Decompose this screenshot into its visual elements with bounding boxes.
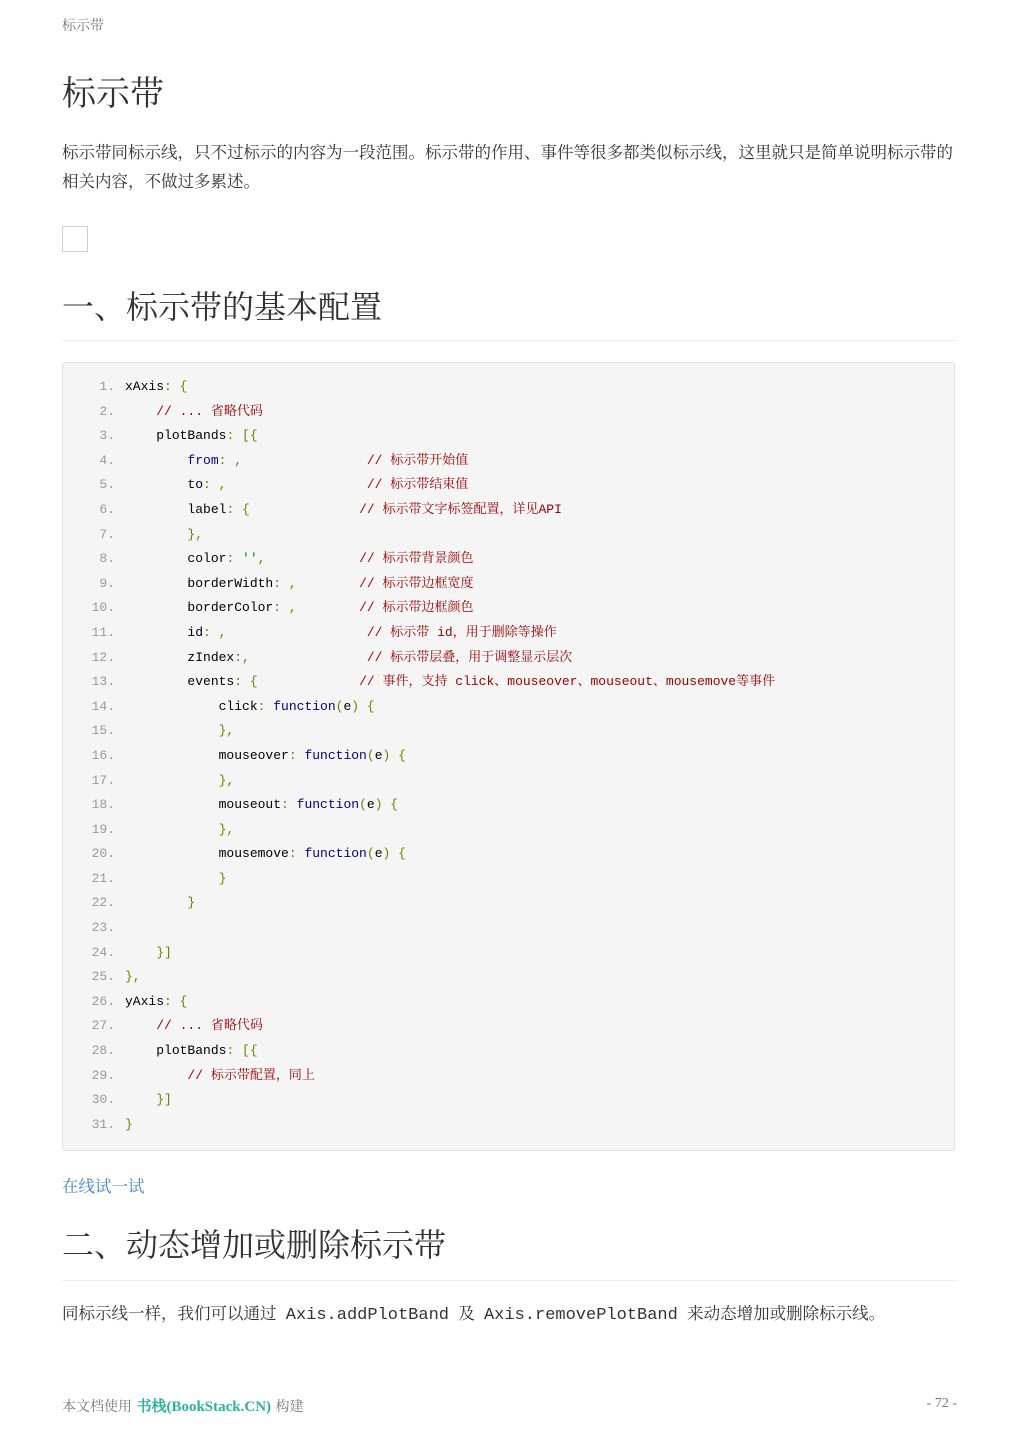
code-token: color (187, 551, 227, 567)
footer-suffix: 构建 (271, 1399, 304, 1415)
code-token: '' (242, 551, 258, 567)
code-token: function (296, 797, 360, 813)
code-line (63, 375, 954, 400)
code-token: ( (335, 698, 344, 714)
code-line (63, 891, 954, 916)
section-title-basic-config: 一、标示带的基本配置 (62, 288, 957, 341)
line-number: 27. (91, 1018, 115, 1034)
line-number: 21. (91, 870, 115, 886)
code-token: // 标示带层叠，用于调整显示层次 (366, 649, 573, 665)
code-token: : (288, 846, 305, 862)
code-token: e (366, 797, 375, 813)
code-token (250, 502, 359, 517)
code-token: }] (156, 944, 172, 960)
code-token (265, 551, 359, 566)
code-token: yAxis (125, 993, 165, 1009)
line-number: 2. (99, 403, 115, 419)
code-line (63, 498, 954, 523)
code-token: }, (125, 969, 141, 985)
footer-prefix: 本文档使用 (62, 1399, 137, 1415)
code-token (125, 502, 187, 517)
code-token: e (343, 698, 352, 714)
code-token: : { (164, 379, 188, 394)
intro-paragraph: 标示带同标示线，只不过标示的内容为一段范围。标示带的作用、事件等很多都类似标示线，这里就只是简单说明标示带的相关内容，不做过多累述。 (62, 143, 953, 191)
code-token (125, 773, 219, 788)
code-token (297, 576, 359, 591)
code-token: : { (164, 993, 188, 1009)
code-token: : , (273, 600, 297, 616)
line-number: 22. (91, 895, 115, 911)
code-token (125, 404, 156, 419)
code-token: click (218, 698, 258, 714)
code-token: borderColor (187, 600, 274, 616)
line-number: 14. (91, 698, 115, 714)
line-number: 15. (91, 723, 115, 739)
line-number: 23. (91, 920, 115, 936)
code-line (63, 941, 954, 966)
line-number: 25. (91, 969, 115, 985)
line-number: 4. (99, 452, 115, 468)
line-number: 29. (91, 1067, 115, 1083)
code-token: zIndex (187, 649, 235, 665)
code-token (125, 1092, 156, 1107)
code-token (125, 699, 219, 714)
code-token: }, (187, 526, 204, 542)
code-token: plotBands (156, 1043, 227, 1059)
line-number: 16. (91, 747, 115, 763)
code-token: function (304, 747, 367, 763)
line-number: 24. (91, 944, 115, 960)
code-token: // 标示带 id，用于删除等操作 (366, 624, 557, 640)
section2-text-mid: 及 (452, 1304, 480, 1323)
code-token: function (304, 846, 367, 862)
code-token: : { (234, 674, 258, 690)
code-token: }, (218, 772, 235, 788)
code-token: // ... 省略代码 (156, 1018, 263, 1034)
code-token: id (187, 624, 204, 640)
code-block (62, 362, 955, 1151)
line-number: 30. (91, 1092, 115, 1108)
page-number: - 72 - (926, 1396, 957, 1411)
line-number: 13. (91, 674, 115, 690)
code-token: xAxis (125, 379, 165, 394)
section-title-dynamic: 二、动态增加或删除标示带 (62, 1226, 957, 1281)
code-token (125, 477, 187, 492)
line-number: 3. (99, 428, 115, 444)
code-token (125, 1018, 156, 1033)
inline-code-add-plot-band: Axis.addPlotBand (285, 1306, 449, 1325)
code-line (63, 424, 954, 449)
code-token: } (187, 895, 196, 911)
line-number: 26. (91, 993, 115, 1009)
line-number: 11. (91, 624, 115, 640)
line-number: 5. (99, 477, 115, 493)
code-token: ( (366, 846, 375, 862)
code-token: : [{ (226, 1043, 258, 1059)
code-token: : , (218, 452, 243, 468)
code-token (125, 453, 187, 468)
line-number: 17. (91, 772, 115, 788)
code-line (63, 1064, 954, 1089)
broken-image-placeholder (62, 226, 88, 252)
code-token: function (273, 698, 336, 714)
code-token (125, 895, 187, 910)
line-number: 20. (91, 846, 115, 862)
code-token: ( (366, 747, 375, 763)
code-line (63, 916, 954, 941)
code-token: : (257, 698, 274, 714)
code-token (250, 650, 367, 665)
line-number: 10. (91, 600, 115, 616)
code-token: from (187, 452, 219, 468)
code-line (63, 473, 954, 498)
code-token: // 标示带开始值 (366, 452, 469, 468)
code-line (63, 547, 954, 572)
code-token (125, 1068, 187, 1083)
code-token (125, 797, 219, 812)
code-line (63, 449, 954, 474)
code-token: plotBands (156, 428, 227, 444)
code-token: }, (218, 723, 235, 739)
code-token: // 标示带边框颜色 (359, 600, 474, 616)
code-token (125, 576, 187, 591)
code-token: mouseout (218, 797, 282, 813)
footer-brand-link[interactable]: 书栈(BookStack.CN) (136, 1399, 272, 1415)
code-token: // 标示带背景颜色 (359, 551, 474, 567)
code-token (125, 650, 187, 665)
code-token: // 事件，支持 click、mouseover、mouseout、mousemove等事件 (359, 674, 776, 690)
line-number: 6. (99, 501, 115, 517)
code-token: : (226, 551, 243, 567)
inline-code-remove-plot-band: Axis.removePlotBand (483, 1306, 678, 1325)
code-token: : , (273, 575, 297, 591)
code-token: } (218, 870, 227, 886)
code-line (63, 670, 954, 695)
code-token (125, 846, 219, 861)
code-token: // 标示带文字标签配置，详见API (359, 501, 562, 517)
code-token: e (374, 747, 383, 763)
code-token (125, 428, 156, 443)
code-token: ( (359, 797, 367, 813)
code-token (242, 453, 367, 468)
code-token: , (257, 551, 266, 567)
code-token: ) { (351, 698, 375, 714)
running-header: 标示带 (62, 18, 104, 34)
section2-paragraph (62, 1300, 957, 1330)
code-token: : (288, 747, 305, 763)
code-line (63, 769, 954, 794)
code-token (125, 748, 219, 763)
code-token: borderWidth (187, 575, 274, 591)
code-token: label (187, 501, 227, 517)
code-line (63, 965, 954, 990)
code-token (125, 871, 219, 886)
footer-credit (62, 1395, 304, 1416)
code-token: }, (218, 821, 235, 837)
code-token: ) { (382, 747, 406, 763)
section2-text-after: 来动态增加或删除标示线。 (681, 1304, 886, 1323)
section2-text-before: 同标示线一样，我们可以通过 (62, 1304, 282, 1323)
code-token: : [{ (226, 428, 258, 444)
line-number: 7. (99, 526, 115, 542)
code-token: // 标示带配置，同上 (187, 1067, 315, 1083)
code-line (63, 646, 954, 671)
code-token (125, 822, 219, 837)
code-token: : , (203, 477, 227, 493)
page-title: 标示带 (62, 74, 164, 114)
code-token: ) { (382, 846, 406, 862)
code-token: : (281, 797, 297, 813)
code-token: // ... 省略代码 (156, 403, 263, 419)
code-line (63, 621, 954, 646)
code-token (125, 723, 219, 738)
code-token: events (187, 674, 235, 690)
line-number: 8. (99, 551, 115, 567)
line-number: 1. (99, 379, 115, 394)
code-line (63, 1113, 954, 1138)
code-token (125, 625, 187, 640)
code-token: to (187, 477, 204, 493)
code-line (63, 400, 954, 425)
code-line (63, 744, 954, 769)
line-number: 19. (91, 821, 115, 837)
line-number: 12. (91, 649, 115, 665)
code-line (63, 695, 954, 720)
line-number: 28. (91, 1043, 115, 1059)
try-online-link[interactable]: 在线试一试 (62, 1177, 145, 1196)
code-token (125, 600, 187, 615)
code-line (63, 1039, 954, 1064)
code-token: // 标示带结束值 (366, 477, 469, 493)
code-token (125, 945, 156, 960)
code-token: : , (203, 624, 227, 640)
code-line (63, 793, 954, 818)
code-token (125, 527, 187, 542)
code-token: :, (234, 649, 250, 665)
code-token: e (374, 846, 383, 862)
code-line (63, 596, 954, 621)
code-token (297, 600, 359, 615)
code-token (226, 625, 366, 640)
code-token (226, 477, 366, 492)
code-token (125, 1043, 156, 1058)
code-line (63, 867, 954, 892)
code-token: // 标示带边框宽度 (359, 575, 474, 591)
code-line (63, 818, 954, 843)
code-token (125, 674, 187, 689)
code-token: mouseover (218, 747, 289, 763)
code-token: }] (156, 1092, 172, 1108)
line-number: 31. (91, 1116, 115, 1132)
code-line (63, 523, 954, 548)
code-token: : { (226, 501, 250, 517)
code-line (63, 842, 954, 867)
code-token (125, 551, 187, 566)
code-line (63, 719, 954, 744)
code-line (63, 572, 954, 597)
line-number: 9. (99, 575, 115, 591)
code-line (63, 1014, 954, 1039)
code-token (258, 674, 359, 689)
line-number: 18. (91, 797, 115, 813)
code-token: ) { (374, 797, 399, 813)
code-line (63, 990, 954, 1015)
code-token: } (125, 1116, 133, 1132)
code-token: mousemove (218, 846, 289, 862)
code-line (63, 1088, 954, 1113)
